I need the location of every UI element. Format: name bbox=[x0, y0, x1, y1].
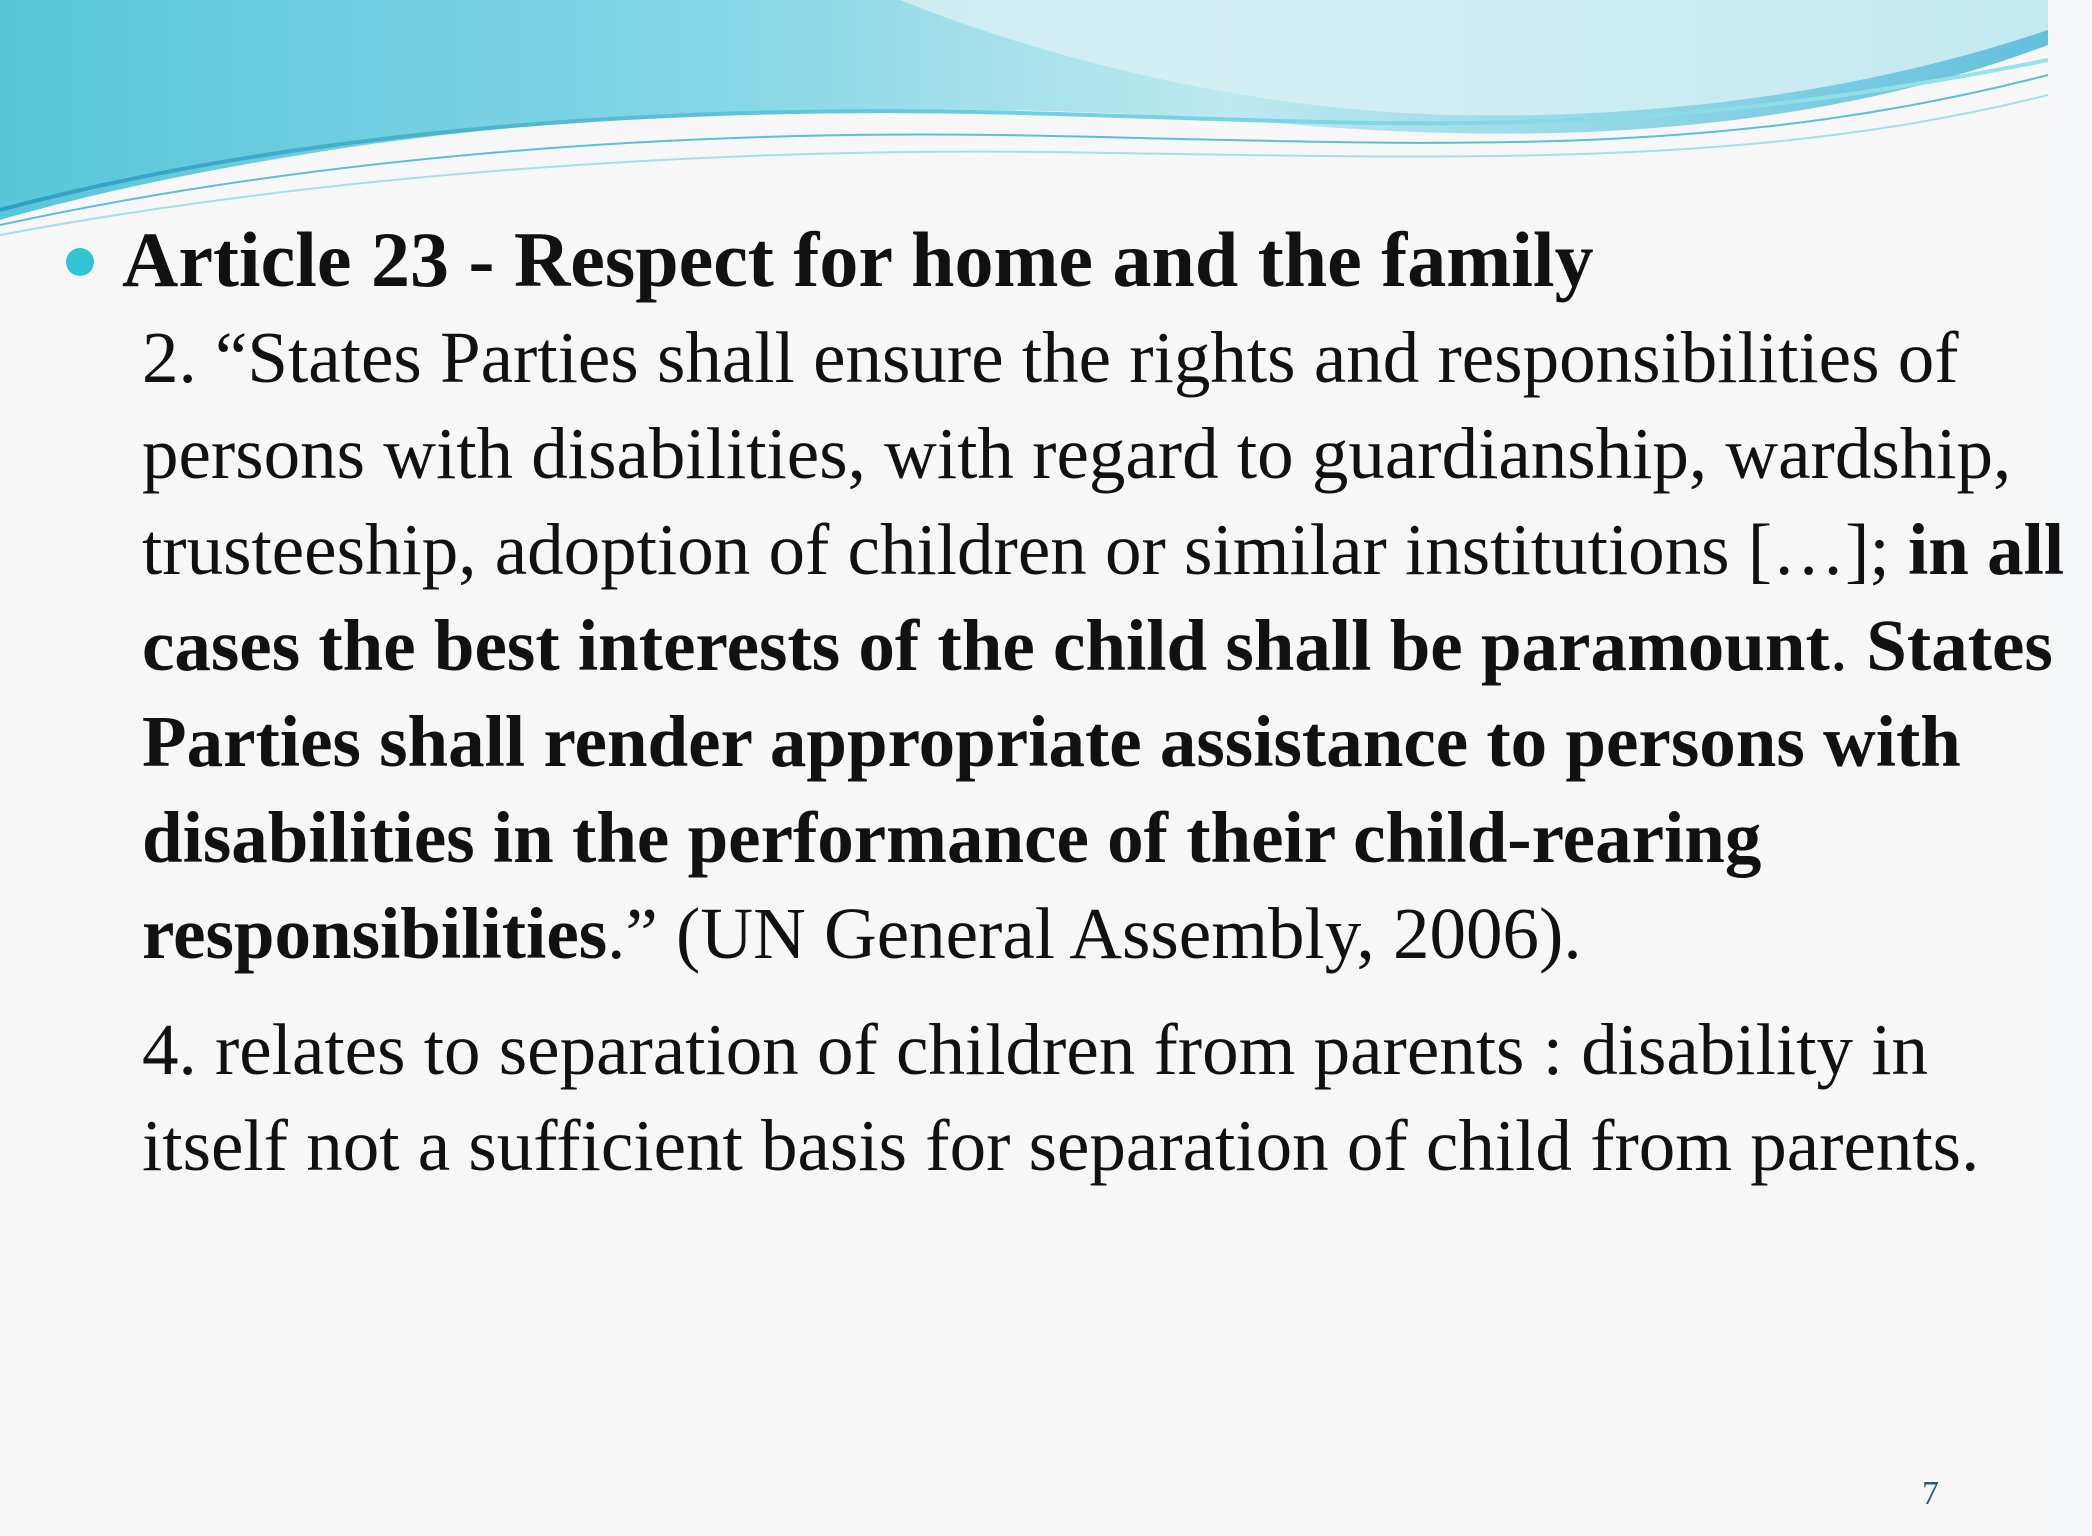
page-number: 7 bbox=[1922, 1475, 1939, 1512]
slide-body bbox=[64, 210, 2065, 1194]
clause-2-text-part1: 2. “States Parties shall ensure the rights and responsibilities of persons with disabilities, with regard to guardianship, wardship, trusteeship, adoption of children or similar institutions […]; bbox=[142, 317, 2012, 590]
clause-2-bold-part1: in all cases the best interests of the child shall be paramount bbox=[142, 509, 2065, 686]
heading-text: Article 23 - Respect for home and the family bbox=[122, 216, 1594, 303]
bullet-dot-icon bbox=[66, 248, 94, 276]
paragraph-clause-2 bbox=[142, 310, 2092, 982]
clause-2-bold-part2: States Parties shall render appropriate assistance to persons with disabilities in the performance of their child-rearing responsibilities bbox=[142, 605, 2053, 974]
bullet-heading bbox=[64, 210, 2024, 310]
paragraph-clause-4: 4. relates to separation of children from parents : disability in itself not a sufficient basis for separation of child from parents. bbox=[142, 1009, 1980, 1186]
clause-2-text-part2: . bbox=[1829, 605, 1867, 686]
clause-2-text-part3: .” (UN General Assembly, 2006). bbox=[607, 893, 1582, 974]
